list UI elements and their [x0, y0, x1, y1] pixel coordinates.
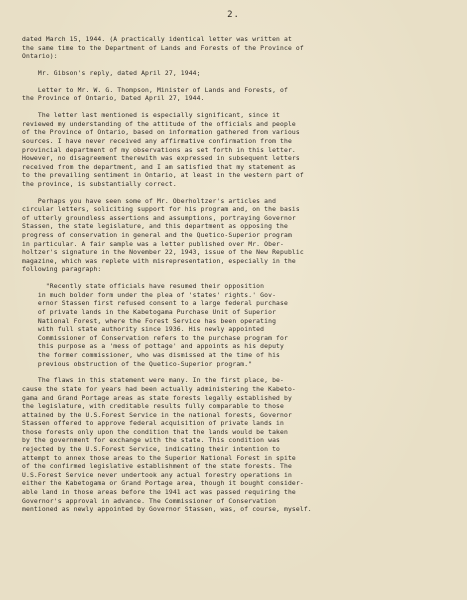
text-line: Ontario):: [22, 53, 58, 61]
letter-body: [22, 36, 454, 515]
text-line: the province, is substantially correct.: [22, 180, 177, 188]
text-line: However, no disagreement therewith was expressed in subsequent letters: [22, 155, 300, 163]
text-line: Governor's approval in advance. The Commissioner of Conservation: [22, 497, 277, 505]
paragraph: [22, 87, 454, 104]
text-line: able land in those areas before the 1941 act was passed requiring the: [22, 489, 296, 497]
text-line: of the Province of Ontario, based on information gathered from various: [22, 129, 300, 137]
text-line: Mr. Gibson's reply, dated April 27, 1944;: [22, 69, 201, 77]
text-line: cause the state for years had been actually administering the Kabeto-: [22, 385, 296, 393]
paragraph-gap: [22, 104, 454, 112]
paragraph: [22, 377, 454, 515]
text-line: circular letters, soliciting support for his program and, on the basis: [22, 206, 300, 214]
paragraph-gap: [22, 79, 454, 87]
text-line: Letter to Mr. W. G. Thompson, Minister of Lands and Forests, of: [22, 86, 288, 94]
text-line: following paragraph:: [22, 266, 102, 274]
text-line: Commissioner of Conservation refers to the purchase program for: [22, 334, 288, 342]
text-line: "Recently state officials have resumed their opposition: [22, 283, 265, 291]
text-line: in much bolder form under the plea of 'states' rights.' Gov-: [22, 291, 277, 299]
text-line: those forests only upon the condition that the lands would be taken: [22, 428, 288, 436]
text-line: the same time to the Department of Lands and Forests of the Province of: [22, 44, 304, 52]
paragraph-gap: [22, 189, 454, 197]
paragraph: [22, 283, 454, 369]
page-number: 2.: [227, 10, 240, 20]
text-line: attempt to annex those areas to the Superior National Forest in spite: [22, 454, 296, 462]
text-line: Stassen offered to approve federal acquisition of private lands in: [22, 420, 284, 428]
paragraph: [22, 112, 454, 189]
paragraph-gap: [22, 369, 454, 377]
text-line: mentioned as newly appointed by Governor Stassen, was, of course, myself.: [22, 506, 312, 514]
text-line: Perhaps you have seen some of Mr. Oberholtzer's articles and: [22, 197, 277, 205]
text-line: in particular. A fair sample was a letter published over Mr. Ober-: [22, 240, 284, 248]
text-line: progress of conservation in general and the Quetico-Superior program: [22, 232, 292, 240]
text-line: received from the department, and I am satisfied that my statement as: [22, 163, 296, 171]
text-line: holtzer's signature in the November 22, 1943, issue of the New Republic: [22, 249, 304, 257]
text-line: reviewed my understanding of the attitude of the officials and people: [22, 120, 296, 128]
text-line: ernor Stassen first refused consent to a large federal purchase: [22, 300, 288, 308]
text-line: dated March 15, 1944. (A practically identical letter was written at: [22, 36, 292, 43]
text-line: previous obstruction of the Quetico-Superior program.": [22, 360, 253, 368]
text-line: provincial department of my observations as set forth in this letter.: [22, 146, 296, 154]
text-line: the former commissioner, who was dismissed at the time of his: [22, 351, 281, 359]
text-line: rejected by the U.S.Forest Service, indicating their intention to: [22, 446, 281, 454]
paragraph-gap: [22, 275, 454, 283]
text-line: gama and Grand Portage areas as state forests legally established by: [22, 394, 292, 402]
text-line: by the government for exchange with the state. This condition was: [22, 437, 281, 445]
paragraph: [22, 198, 454, 275]
text-line: of private lands in the Kabetogama Purchase Unit of Superior: [22, 308, 277, 316]
text-line: with full state authority since 1936. His newly appointed: [22, 326, 265, 334]
text-line: the Province of Ontario, Dated April 27, 1944.: [22, 95, 205, 103]
paragraph: [22, 70, 454, 79]
text-line: of utterly groundless assertions and assumptions, portraying Governor: [22, 214, 296, 222]
text-line: of the confirmed legislative establishment of the state forests. The: [22, 463, 292, 471]
text-line: The flaws in this statement were many. In the first place, be-: [22, 377, 284, 385]
text-line: this purpose as a 'mess of pottage' and appoints as his deputy: [22, 343, 284, 351]
text-line: either the Kabetogama or Grand Portage area, though it bought consider-: [22, 480, 304, 488]
text-line: attained by the U.S.Forest Service in the national forests, Governor: [22, 411, 292, 419]
text-line: The letter last mentioned is especially significant, since it: [22, 112, 281, 120]
text-line: magazine, which was replete with misrepresentation, especially in the: [22, 257, 296, 265]
paragraph-gap: [22, 62, 454, 70]
text-line: National Forest, where the Forest Service has been operating: [22, 317, 277, 325]
text-line: sources. I have never received any affirmative confirmation from the: [22, 137, 292, 145]
text-line: Stassen, the state legislature, and this department as opposing the: [22, 223, 288, 231]
paragraph: [22, 36, 454, 62]
text-line: U.S.Forest Service never undertook any actual forestry operations in: [22, 471, 292, 479]
text-line: the legislature, with creditable results fully comparable to those: [22, 403, 284, 411]
text-line: to the prevailing sentiment in Ontario, at least in the western part of: [22, 172, 304, 180]
